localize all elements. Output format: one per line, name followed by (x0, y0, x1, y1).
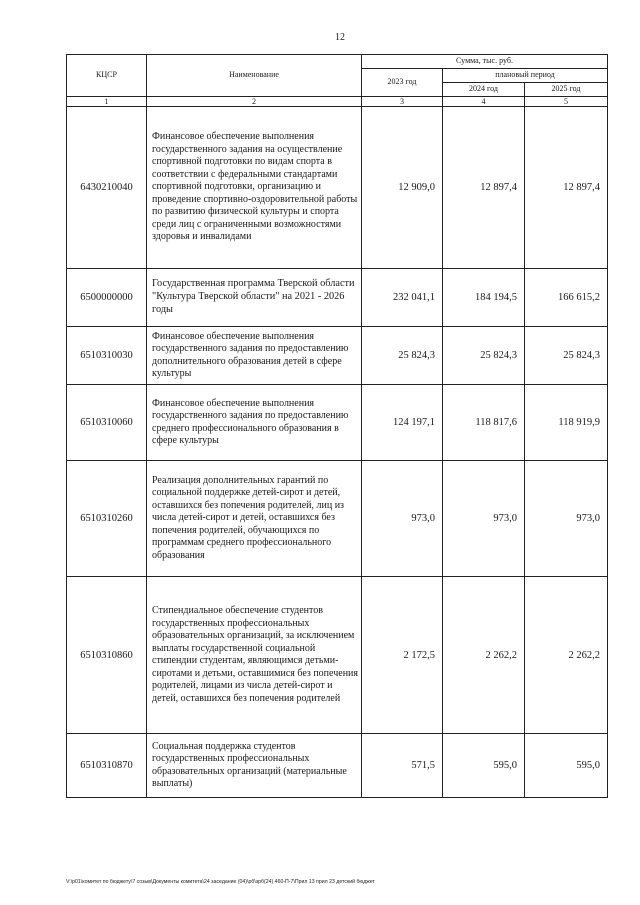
row-value-2025: 595,0 (525, 734, 608, 798)
row-code: 6510310260 (67, 461, 147, 577)
row-value-2023: 124 197,1 (362, 385, 443, 461)
row-value-2024: 25 824,3 (443, 327, 525, 385)
row-value-2023: 571,5 (362, 734, 443, 798)
header-year-2023: 2023 год (362, 69, 443, 97)
row-value-2024: 12 897,4 (443, 107, 525, 269)
table-row (67, 327, 608, 385)
header-year-2025: 2025 год (525, 83, 608, 97)
row-value-2025: 12 897,4 (525, 107, 608, 269)
row-name: Реализация дополнительных гарантий по социальной поддержке детей-сирот и детей, оставшихся без попечения родителей, лиц из числа детей-сирот и детей, оставшихся без попечения родителей, обучающихся по программам среднего профессионального образования (147, 461, 362, 577)
row-value-2025: 166 615,2 (525, 269, 608, 327)
row-code: 6500000000 (67, 269, 147, 327)
table-row (67, 385, 608, 461)
row-value-2025: 2 262,2 (525, 577, 608, 734)
col-number-1: 1 (67, 97, 147, 107)
row-code: 6430210040 (67, 107, 147, 269)
row-name: Финансовое обеспечение выполнения государственного задания по предоставлению среднего профессионального образования в сфере культуры (147, 385, 362, 461)
row-value-2023: 973,0 (362, 461, 443, 577)
row-value-2025: 973,0 (525, 461, 608, 577)
row-code: 6510310060 (67, 385, 147, 461)
col-number-3: 3 (362, 97, 443, 107)
row-name: Финансовое обеспечение выполнения государственного задания по предоставлению дополнительного образования детей в сфере культуры (147, 327, 362, 385)
page-number: 12 (335, 32, 345, 43)
table-row (67, 107, 608, 269)
table-row (67, 577, 608, 734)
budget-table (66, 54, 608, 798)
row-value-2025: 25 824,3 (525, 327, 608, 385)
col-number-2: 2 (147, 97, 362, 107)
file-path-footer: V:\p01\комитет по бюджету\7 созыв\Документы комитета\24 заседание (04)\рб\зрб(24) 460-П-7\Прил 13 прил 23 детский бюджет (66, 879, 375, 885)
row-value-2024: 2 262,2 (443, 577, 525, 734)
row-value-2023: 12 909,0 (362, 107, 443, 269)
header-plan-period: плановый период (443, 69, 608, 83)
row-value-2023: 25 824,3 (362, 327, 443, 385)
header-code: КЦСР (67, 55, 147, 97)
row-value-2024: 118 817,6 (443, 385, 525, 461)
header-year-2024: 2024 год (443, 83, 525, 97)
row-value-2024: 973,0 (443, 461, 525, 577)
row-value-2024: 184 194,5 (443, 269, 525, 327)
row-code: 6510310860 (67, 577, 147, 734)
row-code: 6510310030 (67, 327, 147, 385)
header-name: Наименование (147, 55, 362, 97)
row-name: Государственная программа Тверской области "Культура Тверской области" на 2021 - 2026 годы (147, 269, 362, 327)
col-number-4: 4 (443, 97, 525, 107)
row-name: Стипендиальное обеспечение студентов государственных профессиональных образовательных организаций, за исключением выплаты государственной социальной стипендии студентам, являющимся детьми-сиротами и детьми, оставшимися без попечения родителей, лицами из числа детей-сирот и детей, оставшихся без попечения родителей (147, 577, 362, 734)
row-value-2023: 2 172,5 (362, 577, 443, 734)
table-row (67, 461, 608, 577)
row-value-2025: 118 919,9 (525, 385, 608, 461)
col-number-5: 5 (525, 97, 608, 107)
table-row (67, 734, 608, 798)
header-sum: Сумма, тыс. руб. (362, 55, 608, 69)
row-name: Финансовое обеспечение выполнения государственного задания на осуществление спортивной подготовки по видам спорта в соответствии с федеральными стандартами спортивной подготовки, организацию и проведение спортивно-оздоровительной работы по развитию физической культуры и спорта среди лиц с ограниченными возможностями здоровья и инвалидами (147, 107, 362, 269)
table-row (67, 269, 608, 327)
row-name: Социальная поддержка студентов государственных профессиональных образовательных организаций (материальные выплаты) (147, 734, 362, 798)
row-value-2024: 595,0 (443, 734, 525, 798)
row-code: 6510310870 (67, 734, 147, 798)
row-value-2023: 232 041,1 (362, 269, 443, 327)
